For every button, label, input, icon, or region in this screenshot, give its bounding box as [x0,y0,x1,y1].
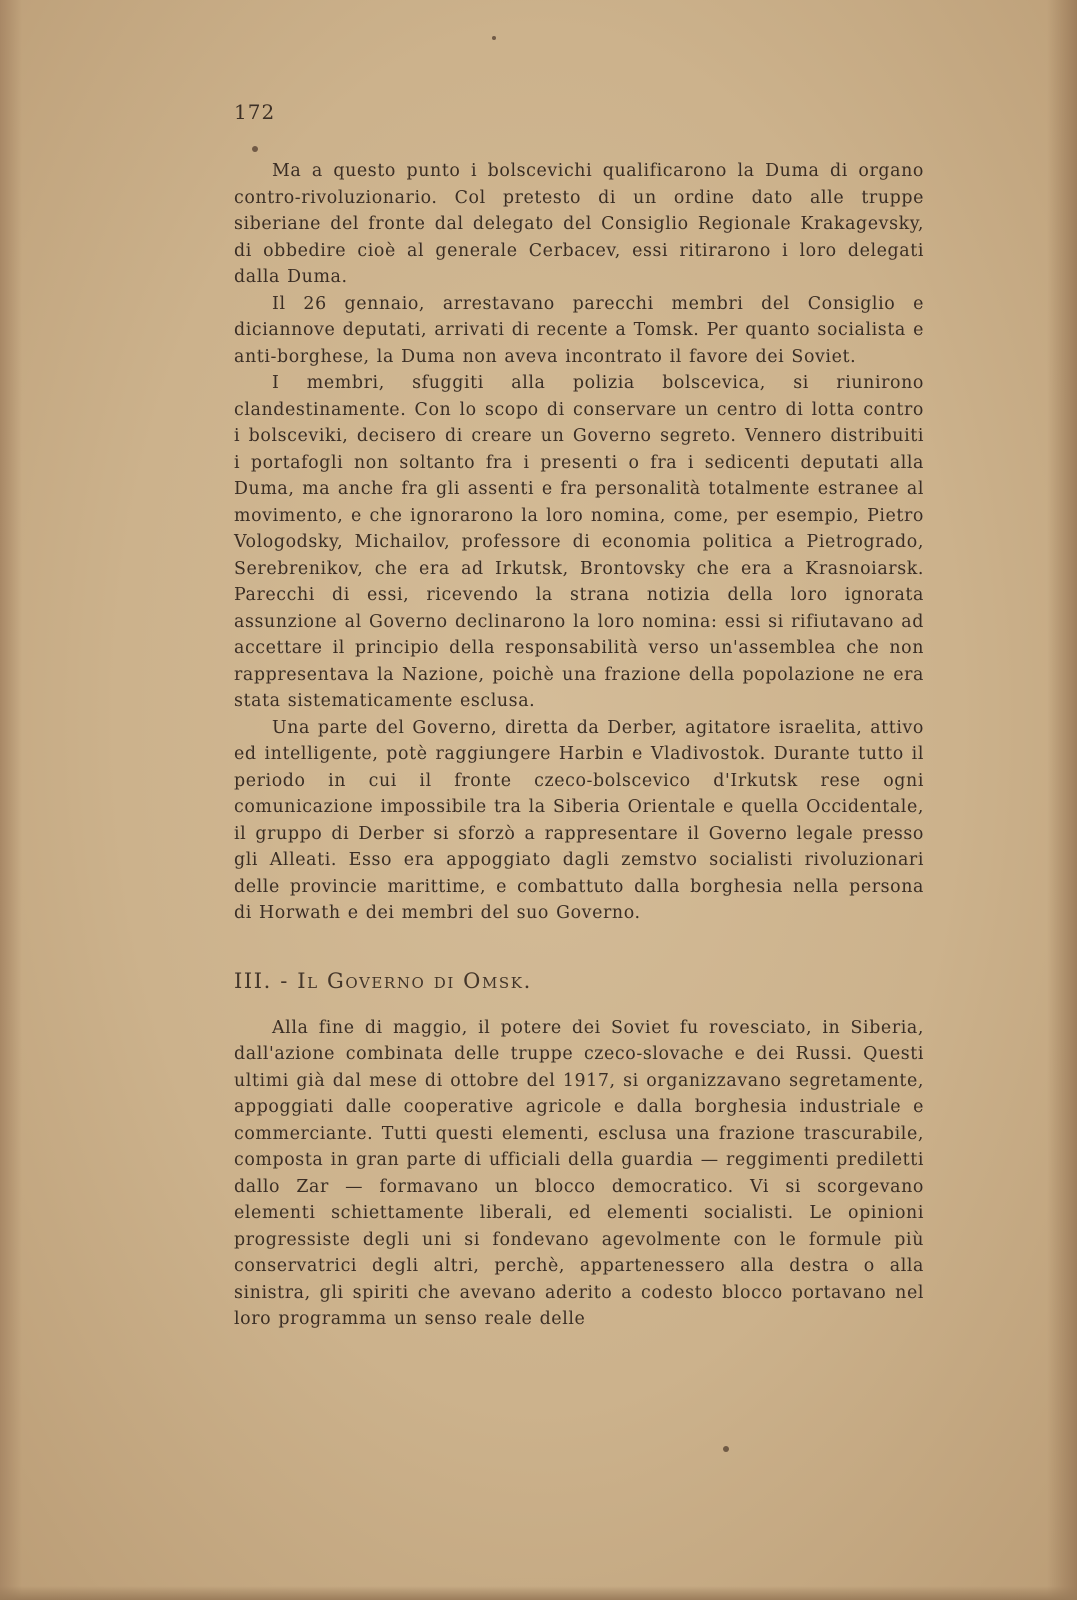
ink-spot [723,1446,729,1452]
page-edge-bottom [0,1586,1077,1600]
page-content [234,100,924,1333]
paragraph: Il 26 gennaio, arrestavano parecchi membri del Consiglio e diciannove deputati, arrivati di recente a Tomsk. Per quanto socialista e anti-borghese, la Duma non aveva incontrato il favore dei Soviet. [234,293,924,367]
page-edge-left [0,0,22,1600]
text-block-after [234,1015,924,1333]
paragraph: Alla fine di maggio, il potere dei Soviet fu rovesciato, in Siberia, dall'azione combinata delle truppe czeco-slovache e dei Russi. Questi ultimi già dal mese di ottobre del 1917, si organizzavano segretamente, appoggiati dalle cooperative agricole e dalla borghesia industriale e commerciante. Tutti questi elementi, esclusa una frazione trascurabile, composta in gran parte di ufficiali della guardia — reggimenti prediletti dallo Zar — formavano un blocco democratico. Vi si scorgevano elementi schiettamente liberali, ed elementi socialisti. Le opinioni progressiste degli uni si fondevano agevolmente con le formule più conservatrici degli altri, perchè, appartenessero alla destra o alla sinistra, gli spiriti che avevano aderito a codesto blocco portavano nel loro programma un senso reale delle [234,1017,924,1329]
paragraph: Ma a questo punto i bolscevichi qualificarono la Duma di organo contro-rivoluzionario. Col pretesto di un ordine dato alle truppe siberiane del fronte dal delegato del Consiglio Regionale Krakagevsky, di obbedire cioè al generale Cerbacev, essi ritirarono i loro delegati dalla Duma. [234,161,924,287]
paragraph: Una parte del Governo, diretta da Derber, agitatore israelita, attivo ed intelligente, potè raggiungere Harbin e Vladivostok. Durante tutto il periodo in cui il fronte czeco-bolscevico d'Irkutsk rese ogni comunicazione impossibile tra la Siberia Orientale e quella Occidentale, il gruppo di Derber si sforzò a rappresentare il Governo legale presso gli Alleati. Esso era appoggiato dagli zemstvo socialisti rivoluzionari delle provincie marittime, e combattuto dalla borghesia nella persona di Horwath e dei membri del suo Governo. [234,717,924,923]
paragraph: I membri, sfuggiti alla polizia bolscevica, si riunirono clandestinamente. Con lo scopo di conservare un centro di lotta contro i bolsceviki, decisero di creare un Governo segreto. Vennero distribuiti i portafogli non soltanto fra i presenti o fra i sedicenti deputati alla Duma, ma anche fra gli assenti e fra personalità totalmente estranee al movimento, e che ignorarono la loro nomina, come, per esempio, Pietro Vologodsky, Michailov, professore di economia politica a Pietrogrado, Serebrenikov, che era ad Irkutsk, Brontovsky che era a Krasnoiarsk. Parecchi di essi, ricevendo la strana notizia della loro ignorata assunzione al Governo declinarono la loro nomina: essi si rifiutavano ad accettare il principio della responsabilità verso un'assemblea che non rappresentava la Nazione, poichè una frazione della popolazione ne era stata sistematicamente esclusa. [234,373,924,711]
ink-spot [492,36,496,40]
text-block-before [234,158,924,927]
page-number: 172 [234,100,276,124]
section-heading: III. - Il Governo di Omsk. [234,968,532,993]
page-edge-right [1047,0,1077,1600]
